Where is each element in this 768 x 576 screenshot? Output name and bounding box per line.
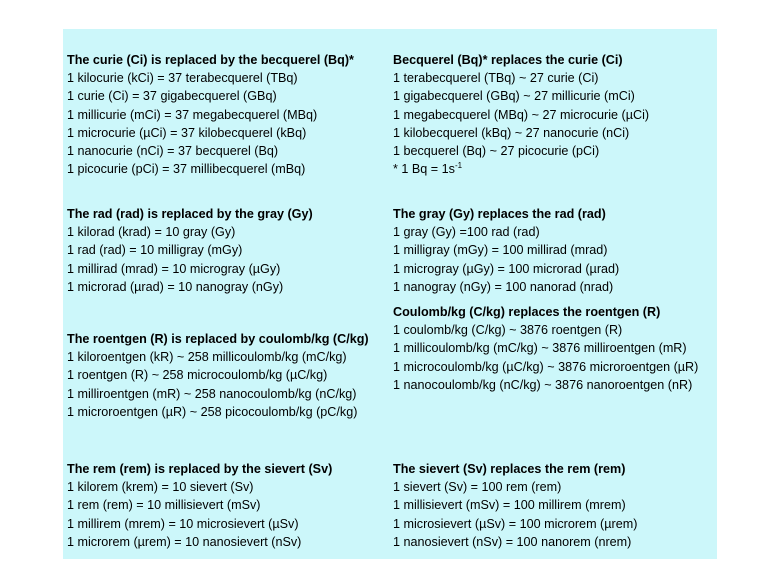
- rad-to-gray-section: [67, 205, 313, 296]
- conversion-line: 1 rad (rad) = 10 milligray (mGy): [67, 243, 243, 258]
- sievert-to-rem-section: [393, 460, 637, 551]
- conversion-line: 1 microcoulomb/kg (µC/kg) ~ 3876 microroentgen (µR): [393, 359, 699, 374]
- section-title: The rem (rem) is replaced by the sievert (Sv): [67, 462, 333, 476]
- conversion-line: 1 kilocurie (kCi) = 37 terabecquerel (TBq): [67, 71, 298, 86]
- coulomb-to-roentgen-section: [393, 303, 701, 394]
- conversion-line: 1 nanocoulomb/kg (nC/kg) ~ 3876 nanoroentgen (nR): [393, 377, 693, 392]
- conversion-line: 1 kilorem (krem) = 10 sievert (Sv): [67, 480, 254, 495]
- conversion-line: 1 gray (Gy) =100 rad (rad): [393, 225, 540, 240]
- conversion-line: 1 gigabecquerel (GBq) ~ 27 millicurie (mCi): [393, 89, 635, 104]
- conversion-panel: [63, 29, 717, 559]
- conversion-line: 1 millisievert (mSv) = 100 millirem (mrem): [393, 498, 626, 513]
- conversion-line: 1 microrem (µrem) = 10 nanosievert (nSv): [67, 534, 302, 549]
- conversion-line: 1 microgray (µGy) = 100 microrad (µrad): [393, 261, 620, 276]
- roentgen-to-coulomb-section: [67, 330, 369, 421]
- conversion-line: 1 becquerel (Bq) ~ 27 picocurie (pCi): [393, 144, 600, 159]
- footnote-text: * 1 Bq = 1s: [393, 162, 455, 177]
- conversion-line: 1 millicoulomb/kg (mC/kg) ~ 3876 milliroentgen (mR): [393, 341, 687, 356]
- footnote-exponent: -1: [454, 161, 463, 171]
- conversion-line: 1 nanosievert (nSv) = 100 nanorem (nrem): [393, 534, 632, 549]
- conversion-line: 1 nanogray (nGy) = 100 nanorad (nrad): [393, 279, 614, 294]
- conversion-line: 1 milligray (mGy) = 100 millirad (mrad): [393, 243, 608, 258]
- conversion-line: 1 picocurie (pCi) = 37 millibecquerel (mBq): [67, 162, 306, 177]
- conversion-line: 1 millirem (mrem) = 10 microsievert (µSv): [67, 516, 299, 531]
- conversion-line: 1 terabecquerel (TBq) ~ 27 curie (Ci): [393, 71, 599, 86]
- conversion-line: 1 kiloroentgen (kR) ~ 258 millicoulomb/kg (mC/kg): [67, 350, 347, 365]
- conversion-line: 1 microsievert (µSv) = 100 microrem (µrem): [393, 516, 638, 531]
- conversion-line: 1 kilorad (krad) = 10 gray (Gy): [67, 225, 236, 240]
- conversion-line: 1 microrad (µrad) = 10 nanogray (nGy): [67, 279, 284, 294]
- conversion-line: 1 milliroentgen (mR) ~ 258 nanocoulomb/kg (nC/kg): [67, 386, 357, 401]
- section-title: Coulomb/kg (C/kg) replaces the roentgen (R): [393, 305, 661, 319]
- curie-to-becquerel-section: [67, 51, 354, 178]
- conversion-line: 1 rem (rem) = 10 millisievert (mSv): [67, 498, 261, 513]
- rem-to-sievert-section: [67, 460, 332, 551]
- conversion-line: 1 microroentgen (µR) ~ 258 picocoulomb/kg (pC/kg): [67, 404, 358, 419]
- section-title: The gray (Gy) replaces the rad (rad): [393, 207, 606, 221]
- section-title: The curie (Ci) is replaced by the becquerel (Bq)*: [67, 53, 354, 67]
- conversion-line: 1 millicurie (mCi) = 37 megabecquerel (MBq): [67, 107, 318, 122]
- conversion-line: 1 nanocurie (nCi) = 37 becquerel (Bq): [67, 144, 279, 159]
- conversion-line: 1 coulomb/kg (C/kg) ~ 3876 roentgen (R): [393, 323, 623, 338]
- conversion-line: 1 millirad (mrad) = 10 microgray (µGy): [67, 261, 281, 276]
- section-title: The rad (rad) is replaced by the gray (Gy): [67, 207, 313, 221]
- section-title: The sievert (Sv) replaces the rem (rem): [393, 462, 626, 476]
- becquerel-to-curie-section: [393, 51, 649, 178]
- section-title: The roentgen (R) is replaced by coulomb/kg (C/kg): [67, 332, 369, 346]
- section-title: Becquerel (Bq)* replaces the curie (Ci): [393, 53, 623, 67]
- conversion-line: 1 curie (Ci) = 37 gigabecquerel (GBq): [67, 89, 277, 104]
- becquerel-footnote: [393, 160, 649, 178]
- conversion-line: 1 roentgen (R) ~ 258 microcoulomb/kg (µC/kg): [67, 368, 328, 383]
- conversion-line: 1 microcurie (µCi) = 37 kilobecquerel (kBq): [67, 125, 307, 140]
- conversion-line: 1 megabecquerel (MBq) ~ 27 microcurie (µCi): [393, 107, 650, 122]
- conversion-line: 1 kilobecquerel (kBq) ~ 27 nanocurie (nCi): [393, 125, 630, 140]
- gray-to-rad-section: [393, 205, 619, 296]
- conversion-line: 1 sievert (Sv) = 100 rem (rem): [393, 480, 562, 495]
